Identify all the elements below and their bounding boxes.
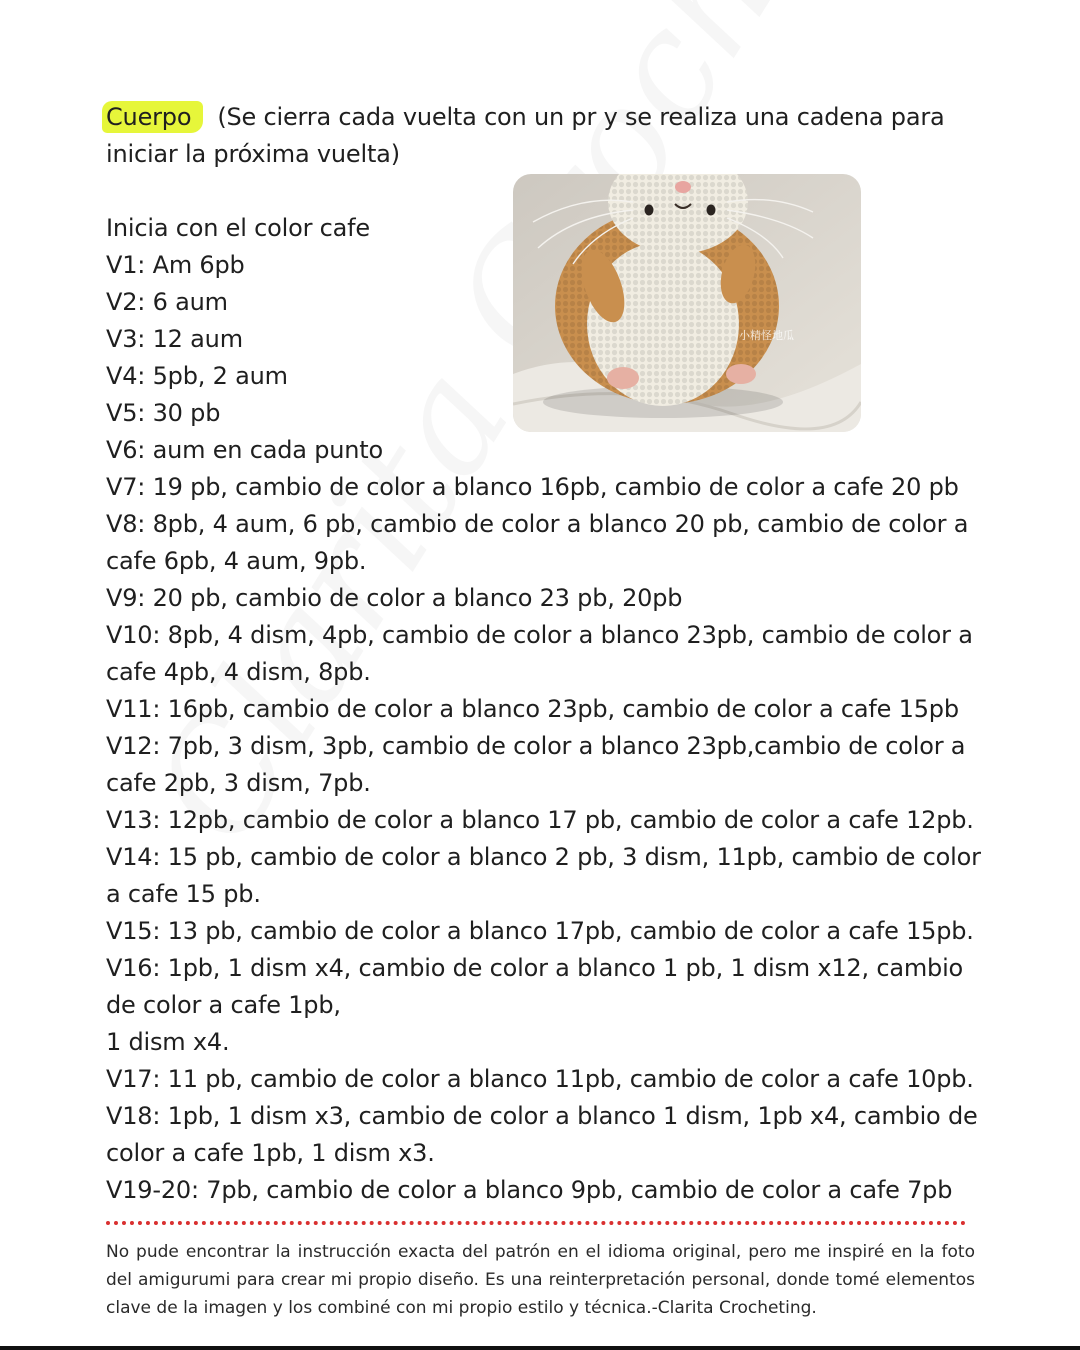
hamster-photo xyxy=(513,174,861,432)
section-note: (Se cierra cada vuelta con un pr y se realiza una cadena para iniciar la próxima vuelta) xyxy=(106,103,945,168)
pattern-row: color a cafe 1pb, 1 dism x3. xyxy=(106,1139,435,1167)
section-heading xyxy=(106,99,976,173)
pattern-row: V7: 19 pb, cambio de color a blanco 16pb, cambio de color a cafe 20 pb xyxy=(106,473,959,501)
pattern-row: Inicia con el color cafe xyxy=(106,214,370,242)
pattern-row: cafe 4pb, 4 dism, 8pb. xyxy=(106,658,371,686)
pattern-row: V4: 5pb, 2 aum xyxy=(106,362,288,390)
pattern-row: V8: 8pb, 4 aum, 6 pb, cambio de color a blanco 20 pb, cambio de color a xyxy=(106,510,969,538)
pattern-row: V19-20: 7pb, cambio de color a blanco 9pb, cambio de color a cafe 7pb xyxy=(106,1176,953,1204)
pattern-row: V15: 13 pb, cambio de color a blanco 17pb, cambio de color a cafe 15pb. xyxy=(106,917,974,945)
pattern-row: V5: 30 pb xyxy=(106,399,221,427)
dotted-divider xyxy=(106,1221,966,1225)
pattern-row: V9: 20 pb, cambio de color a blanco 23 pb, 20pb xyxy=(106,584,683,612)
pattern-row: cafe 6pb, 4 aum, 9pb. xyxy=(106,547,367,575)
pattern-row: 1 dism x4. xyxy=(106,1028,230,1056)
pattern-row: V18: 1pb, 1 dism x3, cambio de color a blanco 1 dism, 1pb x4, cambio de xyxy=(106,1102,978,1130)
footnote: No pude encontrar la instrucción exacta del patrón en el idioma original, pero me inspiré en la foto del amigurumi para crear mi propio diseño. Es una reinterpretación personal, donde tomé elementos clave de la imagen y los combiné con mi propio estilo y técnica.-Clarita Crocheting. xyxy=(106,1242,975,1318)
pattern-row: V11: 16pb, cambio de color a blanco 23pb, cambio de color a cafe 15pb xyxy=(106,695,959,723)
photo-watermark: 小精怪地瓜 xyxy=(739,329,794,342)
pattern-row: V10: 8pb, 4 dism, 4pb, cambio de color a blanco 23pb, cambio de color a xyxy=(106,621,973,649)
pattern-row: de color a cafe 1pb, xyxy=(106,991,341,1019)
pattern-row: cafe 2pb, 3 dism, 7pb. xyxy=(106,769,371,797)
bottom-rule xyxy=(0,1346,1080,1350)
pattern-row: V17: 11 pb, cambio de color a blanco 11pb, cambio de color a cafe 10pb. xyxy=(106,1065,974,1093)
pattern-row: V14: 15 pb, cambio de color a blanco 2 pb, 3 dism, 11pb, cambio de color xyxy=(106,843,981,871)
pattern-row: V13: 12pb, cambio de color a blanco 17 pb, cambio de color a cafe 12pb. xyxy=(106,806,974,834)
pattern-row: V2: 6 aum xyxy=(106,288,228,316)
hamster-amigurumi-image xyxy=(513,174,861,432)
pattern-row: V6: aum en cada punto xyxy=(106,436,383,464)
pattern-row: a cafe 15 pb. xyxy=(106,880,261,908)
pattern-row: V16: 1pb, 1 dism x4, cambio de color a blanco 1 pb, 1 dism x12, cambio xyxy=(106,954,964,982)
pattern-row: V1: Am 6pb xyxy=(106,251,245,279)
pattern-row: V3: 12 aum xyxy=(106,325,243,353)
section-title: Cuerpo xyxy=(102,101,203,133)
pattern-row: V12: 7pb, 3 dism, 3pb, cambio de color a blanco 23pb,cambio de color a xyxy=(106,732,966,760)
